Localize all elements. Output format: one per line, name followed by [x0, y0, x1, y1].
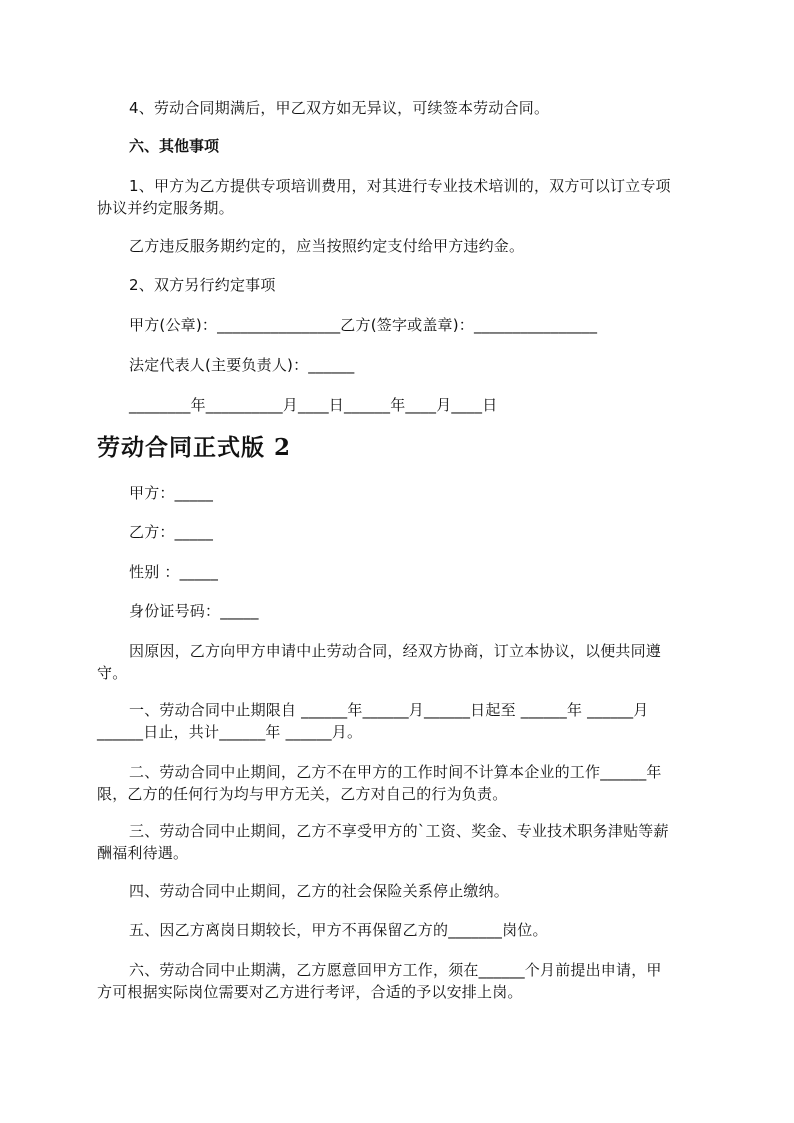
paragraph-line: 1、甲方为乙方提供专项培训费用，对其进行专业技术培训的，双方可以订立专项 [129, 177, 671, 195]
paragraph-line: 二、劳动合同中止期间，乙方不在甲方的工作时间不计算本企业的工作______年 [129, 763, 662, 781]
section-heading-other-matters: 六、其他事项 [129, 137, 220, 155]
paragraph-clause-1 [97, 699, 697, 743]
field-gender: 性别 ：_____ [129, 563, 219, 581]
field-id-number: 身份证号码：_____ [129, 602, 259, 620]
paragraph-clause-4: 四、劳动合同中止期间，乙方的社会保险关系停止缴纳。 [129, 882, 510, 900]
paragraph-line: 一、劳动合同中止期限自 ______年______月______日起至 ______年 ______月 [129, 701, 649, 719]
paragraph-line: 酬福利待遇。 [97, 844, 189, 862]
paragraph-clause-5: 五、因乙方离岗日期较长，甲方不再保留乙方的_______岗位。 [129, 921, 548, 939]
paragraph-line: 六、劳动合同中止期满，乙方愿意回甲方工作，须在______个月前提出申请，甲 [129, 961, 662, 979]
paragraph-line: 协议并约定服务期。 [97, 199, 234, 217]
field-party-a: 甲方：_____ [129, 484, 214, 502]
paragraph-clause-3 [97, 820, 697, 864]
paragraph-line: 三、劳动合同中止期间，乙方不享受甲方的`工资、奖金、专业技术职务津贴等薪 [129, 822, 669, 840]
paragraph-clause-2 [97, 761, 697, 805]
section-title-contract-2: 劳动合同正式版 2 [97, 434, 292, 461]
signature-line-representative: 法定代表人(主要负责人)：______ [129, 356, 355, 374]
date-line: ________年__________月____日______年____月____日 [129, 396, 498, 414]
field-party-b: 乙方：_____ [129, 523, 214, 541]
paragraph-line: 限，乙方的任何行为均与甲方无关，乙方对自己的行为负责。 [97, 785, 508, 803]
paragraph-renewal: 4、劳动合同期满后，甲乙双方如无异议，可续签本劳动合同。 [129, 99, 550, 117]
paragraph-training [97, 175, 697, 219]
paragraph-reason [97, 640, 697, 684]
paragraph-line: 守。 [97, 664, 128, 682]
signature-line-parties: 甲方(公章)：________________乙方(签字或盖章)：________________ [129, 316, 598, 334]
paragraph-penalty: 乙方违反服务期约定的，应当按照约定支付给甲方违约金。 [129, 237, 525, 255]
paragraph-other-agreements: 2、双方另行约定事项 [129, 276, 276, 294]
paragraph-line: 因原因，乙方向甲方申请中止劳动合同，经双方协商，订立本协议，以便共同遵 [129, 642, 662, 660]
paragraph-line: 方可根据实际岗位需要对乙方进行考评，合适的予以安排上岗。 [97, 983, 523, 1001]
paragraph-clause-6 [97, 959, 697, 1003]
paragraph-line: ______日止，共计______年 ______月。 [97, 723, 363, 741]
